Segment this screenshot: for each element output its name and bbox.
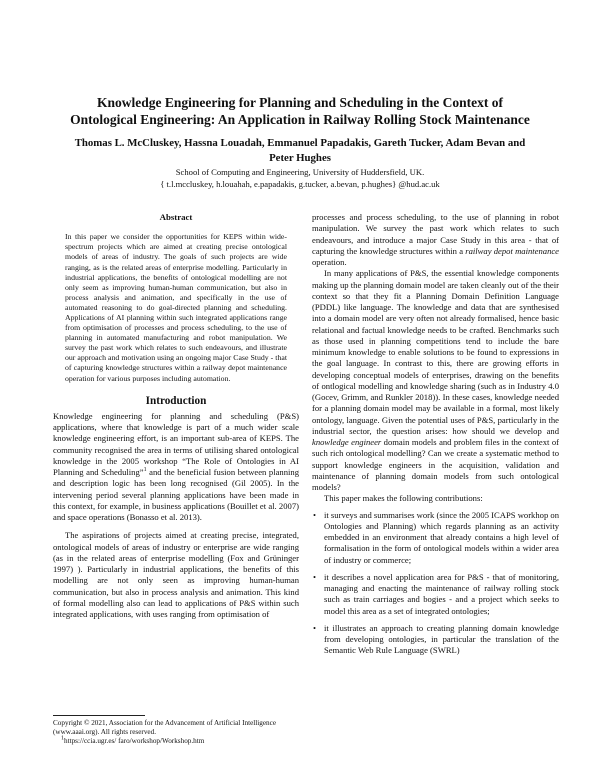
p2-cont-text: processes and process scheduling, to the use of planning in robot manipulation. We survey the past work which relates to such endeavours, and introduce a major Case Study in this area - that of capturing the knowledge structures within a — [312, 212, 559, 256]
p3-text-a: In many applications of P&S, the essential knowledge components making up the planning domain model are taken cleanly out of the their context so that they fit a Planning Domain Definition Language (PDDL) like language. The knowledge and data that are synthesised into a domain model are very often not already formalised, hence basic relational and factual knowledge needs to be crafted. Benchmarks such as those used in planning competitions tend to include the bare minimum knowledge to enable solutions to be found to expressions in the goal language. In contrast to this, there are growing efforts in developing conceptual models of enterprises, drawing on the benefits of ontlogical modelling and knowledge sharing (such as in Industry 4.0 (Gocev, Grimm, and Runkler 2018)). In these cases, knowledge needed for a planning domain model may be available in a formal, most likely ontology, language. Given the potential uses of P&S, particularly in the industrial sector, the question arises: how should we develop and — [312, 268, 559, 436]
introduction-heading: Introduction — [145, 394, 207, 407]
author-list — [40, 136, 560, 166]
intro-paragraph-2: The aspirations of projects aimed at creating precise, integrated, ontological models of areas of industry or enterprise are wide ranging (as in the related areas of enterprise modelling (Fox and Grüninger 1997) ). Particularly in industrial applications, the benefits of this modelling are not only seen as improving human-human communication, but also in process analysis and animation. This kind of formal modelling also can lead to applications of P&S within such integrated applications, with uses ranging from optimisation of — [53, 530, 299, 620]
intro-p1-a: Knowledge engineering for planning and scheduling (P&S) applications, where that knowledge is part of a much wider scale knowledge engineering effort, is an important sub-area of KEPS. The community recognised the area in terms of utilising shared ontological knowledge in the 2005 workshop “The Role of Ontologies in AI Planning and Scheduling” — [53, 410, 299, 478]
abstract-heading: Abstract — [159, 212, 193, 222]
title-line-1: Knowledge Engineering for Planning and Scheduling in the Context of — [97, 95, 503, 110]
authors-line-2: Peter Hughes — [269, 152, 331, 164]
author-emails: { t.l.mccluskey, h.louahah, e.papadakis, g.tucker, a.bevan, p.hughes} @hud.ac.uk — [160, 179, 440, 189]
intro-paragraph-1 — [53, 411, 299, 524]
intro-paragraph-4: This paper makes the following contributions: — [324, 493, 483, 504]
right-column — [312, 212, 559, 663]
affiliation-block — [40, 166, 560, 190]
authors-line-1: Thomas L. McCluskey, Hassna Louadah, Emmanuel Papadakis, Gareth Tucker, Adam Bevan and — [74, 137, 526, 149]
affiliation: School of Computing and Engineering, University of Huddersfield, UK. — [175, 167, 425, 177]
footnotes — [53, 715, 299, 746]
intro-paragraph-3 — [312, 268, 559, 493]
footnote-1 — [53, 737, 299, 746]
p2-cont-emphasis: railway depot maintenance — [465, 245, 559, 256]
list-item: • it illustrates an approach to creating planning domain knowledge from developing ontologies, in particular the translation of the Semantic Web Rule Language (SWRL) — [312, 623, 559, 657]
p3-emphasis: knowledge engineer — [312, 437, 382, 447]
abstract-text: In this paper we consider the opportunities for KEPS within wide-spectrum projects which are aimed at creating precise ontological models of areas of industry. The goals of such projects are wide ranging, as is the related areas of enterprise modelling. Particularly in industrial applications, the benefits of ontological modelling are not only seem as improving human-human communication, but also in process analysis and animation, and specifically in the use of automated reasoning to do goal-directed planning and scheduling. Applications of AI planning within such integrated applications range from optimisation of processes and process scheduling, to the use of planning in automated manufacturing and robot manipulation. We survey the past work which relates to such endeavours, and illustrate our approach and motivation using an ongoing major Case Study - that of capturing knowledge structures within a railway depot maintenance operation for various purposes including automation. — [65, 232, 287, 383]
contributions-list — [312, 510, 559, 657]
left-column — [53, 212, 299, 620]
footnote-ref: 1 — [143, 467, 147, 474]
footnote-url: https://ccia.ugr.es/ faro/workshop/Workshop.htm — [64, 737, 205, 745]
intro-paragraph-2-continued — [312, 212, 559, 268]
p3-text-b: domain models and problem files in the context of such rich ontological modelling? Can we create a systematic method to support knowledge engineers in the acquisition, validation and maintenance of planning domain models from such ontological models? — [312, 437, 559, 492]
intro-p1-b: and the beneficial fusion between planning and description logic has been long recognised (Gil 2005). In the intervening period several planning applications have been made in this context, for example, in business applications (Bouillet et al. 2007) and space operations (Bonasso et al. 2013). — [53, 467, 299, 523]
title-line-2: Ontological Engineering: An Application in Railway Rolling Stock Maintenance — [70, 112, 530, 127]
copyright-notice: Copyright © 2021, Association for the Advancement of Artificial Intelligence (www.aaai.org). All rights reserved. — [53, 719, 277, 736]
footnote-mark: 1 — [61, 735, 64, 742]
paper-title — [40, 94, 560, 128]
list-item: • it surveys and summarises work (since the 2005 ICAPS workhop on Ontologies and Planning) which regards planning as an activity embedded in an environment that already contains a high level of formalisation in the form of ontological models within a wider area of industry or commerce; — [312, 510, 559, 566]
footnote-rule — [53, 715, 145, 716]
p2-cont-end: operation. — [312, 257, 347, 267]
list-item: • it describes a novel application area for P&S - that of monitoring, managing and enacting the maintenance of railway rolling stock such as train carriages and bogies - and a project which seeks to model this area as a set of integrated ontologies; — [312, 572, 559, 617]
